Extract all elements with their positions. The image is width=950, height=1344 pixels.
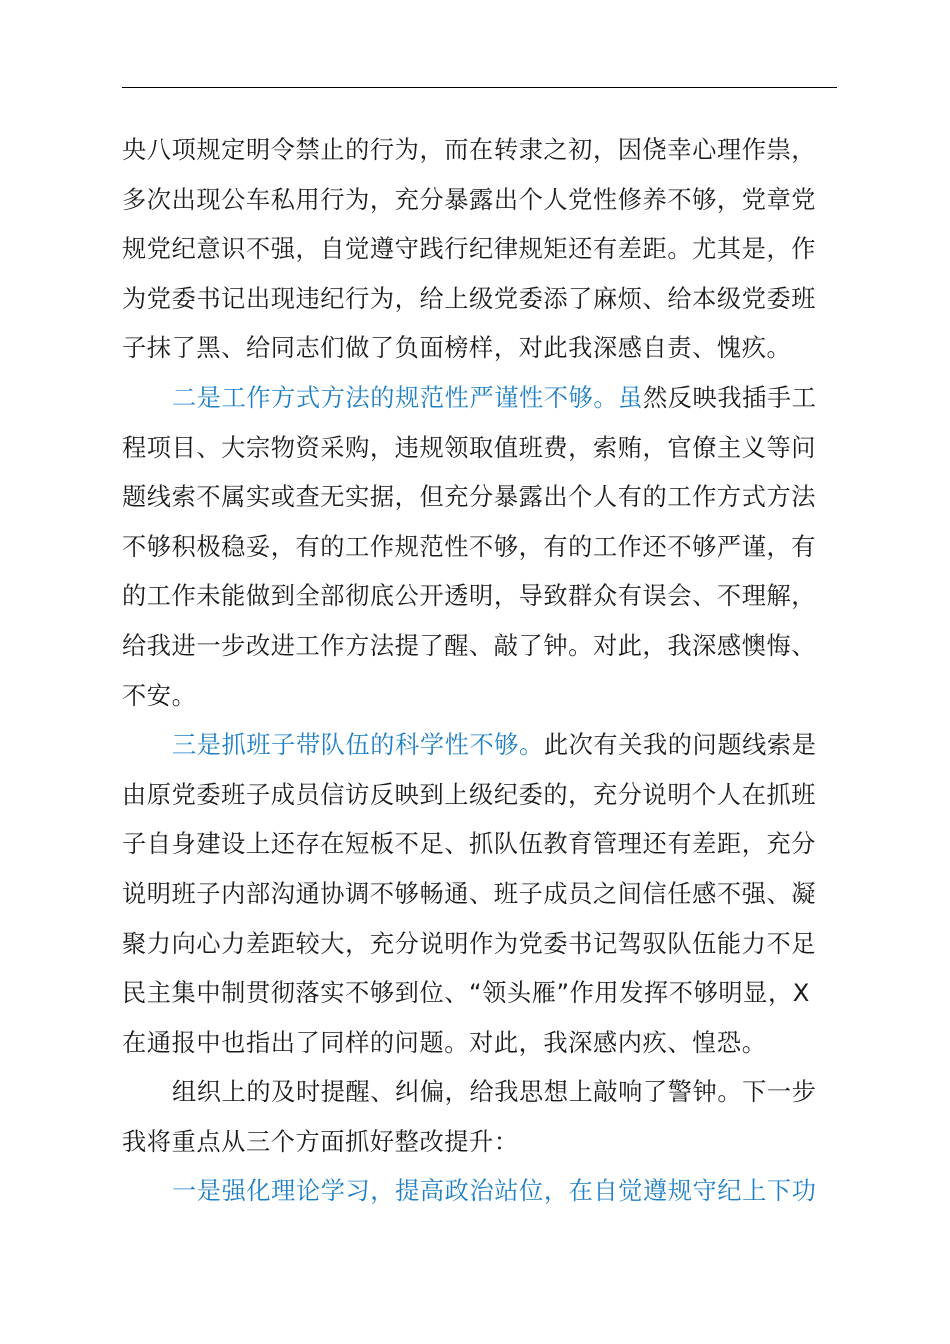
paragraph-lead-text: 然反映我插手工 bbox=[642, 383, 817, 412]
text-line: 由原党委班子成员信访反映到上级纪委的，充分说明个人在抓班 bbox=[122, 780, 817, 809]
text-line: 不够积极稳妥，有的工作规范性不够，有的工作还不够严谨，有 bbox=[122, 532, 817, 561]
document-body bbox=[122, 126, 837, 1217]
text-line: 不安。 bbox=[122, 681, 197, 710]
text-line: 子抹了黑、给同志们做了负面榜样，对此我深感自责、愧疚。 bbox=[122, 334, 792, 363]
paragraph-1 bbox=[122, 126, 837, 374]
text-line: 题线索不属实或查无实据，但充分暴露出个人有的工作方式方法 bbox=[122, 483, 817, 512]
paragraph-4 bbox=[122, 1068, 837, 1167]
paragraph-lead-text: 此次有关我的问题线索是 bbox=[543, 731, 817, 760]
text-line: 程项目、大宗物资采购，违规领取值班费，索贿，官僚主义等问 bbox=[122, 433, 817, 462]
paragraph-heading: 一是强化理论学习，提高政治站位，在自觉遵规守纪上下功 bbox=[172, 1177, 817, 1206]
header-rule bbox=[122, 87, 837, 88]
text-line: 多次出现公车私用行为，充分暴露出个人党性修养不够，党章党 bbox=[122, 185, 817, 214]
paragraph-5 bbox=[122, 1167, 837, 1217]
text-line: 聚力向心力差距较大，充分说明作为党委书记驾驭队伍能力不足 bbox=[122, 929, 817, 958]
text-line: 在通报中也指出了同样的问题。对此，我深感内疚、惶恐。 bbox=[122, 1028, 767, 1057]
text-line: 我将重点从三个方面抓好整改提升： bbox=[122, 1127, 519, 1156]
text-line: 规党纪意识不强，自觉遵守践行纪律规矩还有差距。尤其是，作 bbox=[122, 235, 817, 264]
text-line-first bbox=[122, 1167, 837, 1217]
paragraph-3 bbox=[122, 721, 837, 1068]
text-line: 民主集中制贯彻落实不够到位、“领头雁”作用发挥不够明显，X bbox=[122, 979, 810, 1008]
text-line-first bbox=[122, 721, 837, 771]
text-line-first bbox=[122, 374, 837, 424]
paragraph-2 bbox=[122, 374, 837, 721]
text-line-first: 组织上的及时提醒、纠偏，给我思想上敲响了警钟。下一步 bbox=[172, 1078, 817, 1107]
text-line: 为党委书记出现违纪行为，给上级党委添了麻烦、给本级党委班 bbox=[122, 284, 817, 313]
paragraph-heading: 三是抓班子带队伍的科学性不够。 bbox=[172, 731, 544, 760]
text-line: 的工作未能做到全部彻底公开透明，导致群众有误会、不理解， bbox=[122, 582, 817, 611]
text-line: 给我进一步改进工作方法提了醒、敲了钟。对此，我深感懊悔、 bbox=[122, 631, 817, 660]
text-line: 说明班子内部沟通协调不够畅通、班子成员之间信任感不强、凝 bbox=[122, 879, 817, 908]
text-line: 央八项规定明令禁止的行为，而在转隶之初，因侥幸心理作祟， bbox=[122, 136, 817, 164]
paragraph-heading: 二是工作方式方法的规范性严谨性不够。虽 bbox=[172, 383, 643, 412]
text-line: 子自身建设上还存在短板不足、抓队伍教育管理还有差距，充分 bbox=[122, 830, 817, 859]
